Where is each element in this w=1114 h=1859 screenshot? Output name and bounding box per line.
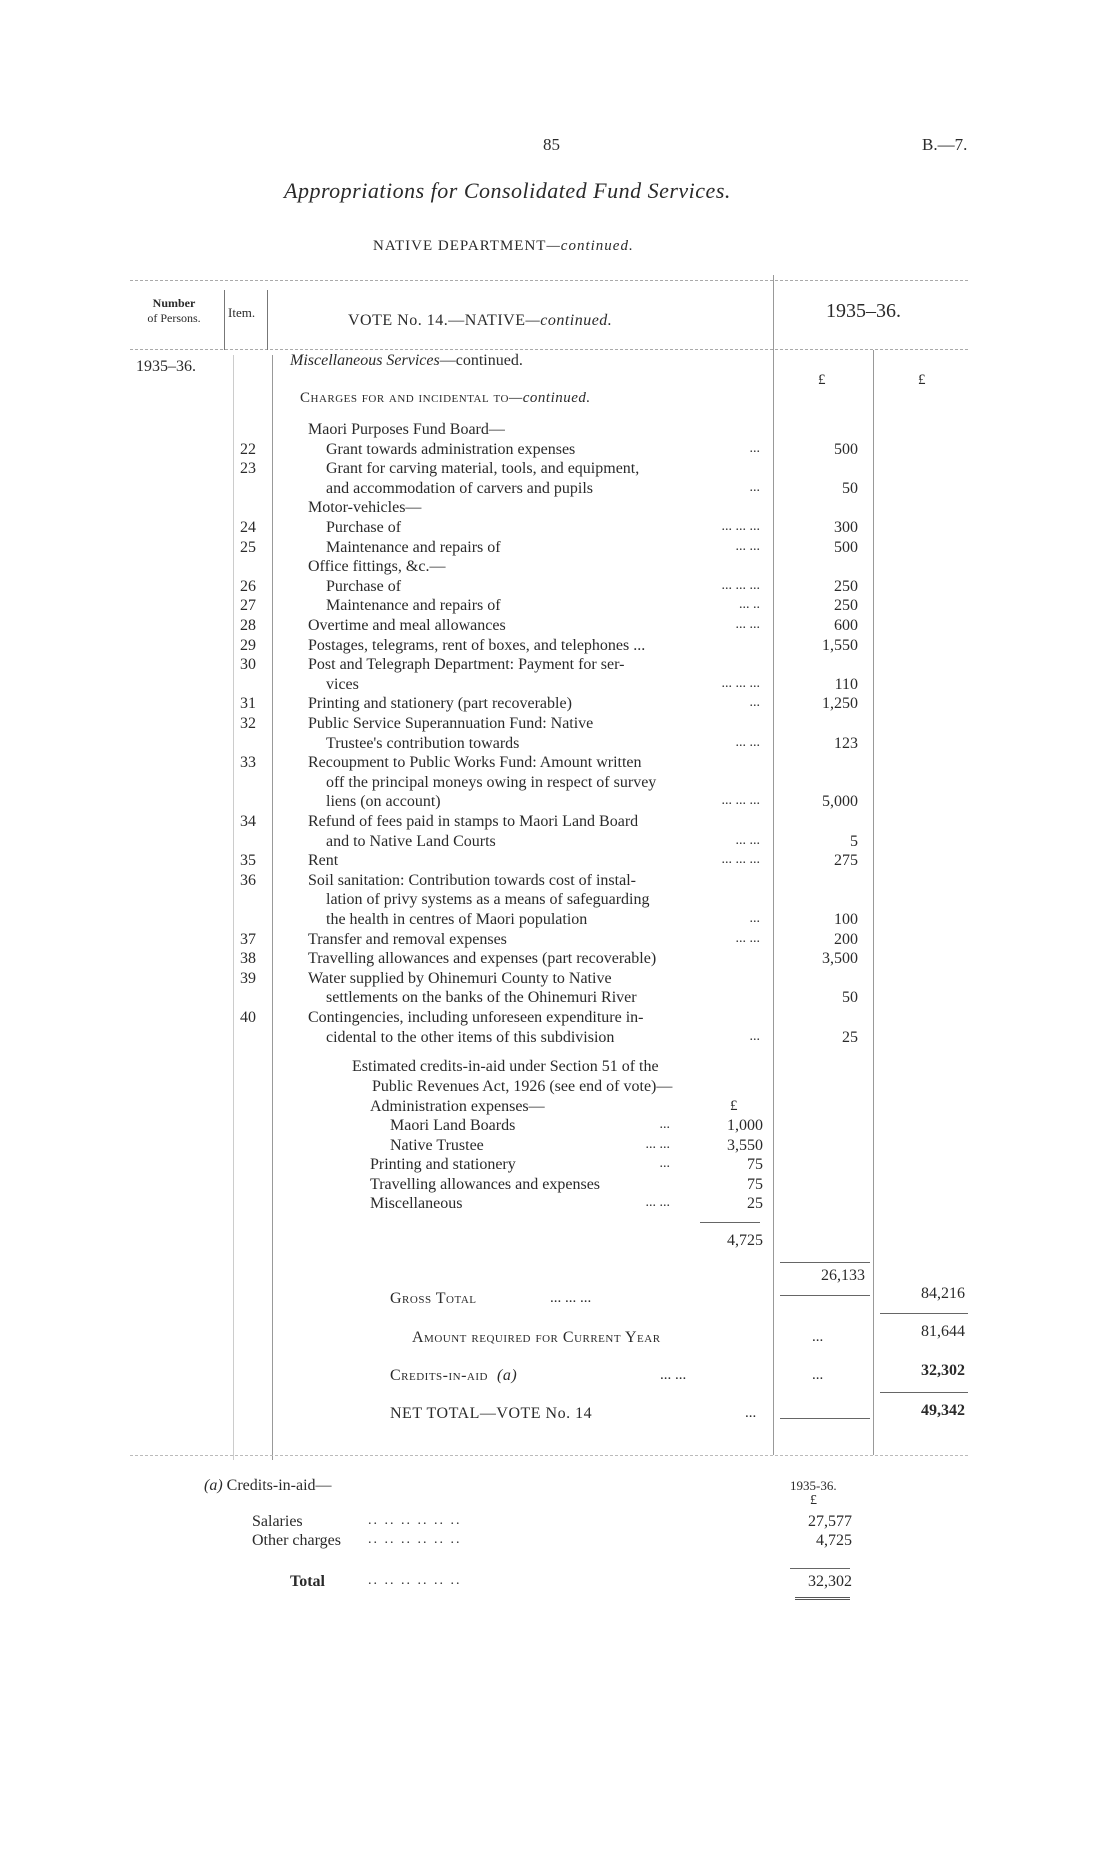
- col-rule-item-head: [267, 290, 268, 350]
- department-heading: NATIVE DEPARTMENT—continued.: [373, 238, 634, 254]
- net-total-label: NET TOTAL—VOTE No. 14: [390, 1405, 593, 1422]
- item-description: Post and Telegraph Department: Payment for ser-: [308, 656, 625, 673]
- item-amount: 25: [842, 1029, 858, 1046]
- document-code: B.—7.: [922, 135, 968, 154]
- col-rule-amount-1: [773, 275, 774, 1455]
- item-number: 40: [240, 1009, 256, 1026]
- item-description: Contingencies, including unforeseen expenditure in-: [308, 1009, 644, 1026]
- item-number: 35: [240, 852, 256, 869]
- item-number: 30: [240, 656, 256, 673]
- item-amount: 100: [834, 911, 858, 928]
- leader-dots: ...: [659, 1156, 670, 1171]
- footnote-double-rule: [795, 1597, 850, 1600]
- footnote-heading: (a) Credits-in-aid—: [204, 1477, 332, 1494]
- year-header: 1935–36.: [826, 300, 901, 322]
- gross-rule: [880, 1313, 968, 1314]
- page-title: Appropriations for Consolidated Fund Services.: [284, 178, 731, 203]
- credit-value: 1,000: [727, 1117, 763, 1134]
- leader-dots: ...: [749, 1029, 760, 1044]
- item-description: Postages, telegrams, rent of boxes, and telephones ...: [308, 637, 646, 654]
- gross-total-dots: ... ... ...: [550, 1290, 592, 1306]
- header-top-rule: [130, 280, 968, 281]
- footnote-total-value: 32,302: [808, 1573, 852, 1590]
- item-description: Overtime and meal allowances: [308, 617, 506, 634]
- item-amount: 250: [834, 597, 858, 614]
- credits-in-aid-dots: ... ...: [660, 1367, 687, 1383]
- footnote-label: Salaries: [252, 1513, 303, 1530]
- item-description: Rent: [308, 852, 339, 869]
- header-bottom-rule: [130, 349, 968, 350]
- item-description: Purchase of: [326, 578, 402, 595]
- leader-dots: ...: [749, 911, 760, 926]
- item-amount: 50: [842, 480, 858, 497]
- net-total-dots: ...: [745, 1405, 757, 1421]
- item-number: 22: [240, 441, 256, 458]
- item-amount: 200: [834, 931, 858, 948]
- item-number: 23: [240, 460, 256, 477]
- item-description: and accommodation of carvers and pupils: [326, 480, 594, 497]
- leader-dots: ... ...: [735, 735, 760, 750]
- item-amount: 600: [834, 617, 858, 634]
- leader-dots: ... ... ...: [721, 578, 760, 593]
- table-bottom-rule: [130, 1455, 968, 1456]
- footnote-label: Other charges: [252, 1532, 341, 1549]
- credits-pound: £: [730, 1098, 738, 1114]
- item-description: Printing and stationery (part recoverable): [308, 695, 572, 712]
- persons-year: 1935–36.: [136, 358, 196, 375]
- credits-total: 4,725: [727, 1232, 763, 1249]
- current-year-dots: ...: [812, 1329, 824, 1345]
- item-description: Maintenance and repairs of: [326, 539, 501, 556]
- item-amount: 3,500: [822, 950, 858, 967]
- item-amount: 5,000: [822, 793, 858, 810]
- item-description: Grant for carving material, tools, and equipment,: [326, 460, 640, 477]
- leader-dots: ... ... ...: [721, 519, 760, 534]
- item-amount: 500: [834, 441, 858, 458]
- credits-heading-2: Public Revenues Act, 1926 (see end of vote)—: [372, 1078, 673, 1095]
- item-description: Motor-vehicles—: [308, 499, 422, 516]
- footnote-total-label: Total: [290, 1573, 325, 1590]
- subtotal-top-rule: [780, 1262, 870, 1263]
- item-number: 27: [240, 597, 256, 614]
- credits-in-aid-dots-2: ...: [812, 1367, 824, 1383]
- footnote-year: 1935-36.: [790, 1478, 837, 1493]
- footnote-value: 27,577: [808, 1513, 852, 1530]
- item-number: 36: [240, 872, 256, 889]
- leader-dots: ...: [749, 480, 760, 495]
- item-number: 31: [240, 695, 256, 712]
- credit-label: Miscellaneous: [370, 1195, 463, 1212]
- item-description: Maori Purposes Fund Board—: [308, 421, 505, 438]
- item-description: Trustee's contribution towards: [326, 735, 520, 752]
- net-total-value: 49,342: [921, 1402, 965, 1419]
- leader-dots: ... ...: [735, 833, 760, 848]
- leader-dots: ... ... ...: [721, 676, 760, 691]
- current-year-value: 81,644: [921, 1323, 965, 1340]
- credit-value: 75: [747, 1156, 763, 1173]
- leader-dots: .. .. .. .. .. ..: [368, 1532, 462, 1547]
- item-amount: 275: [834, 852, 858, 869]
- item-number: 38: [240, 950, 256, 967]
- item-description: Maintenance and repairs of: [326, 597, 501, 614]
- item-number: 25: [240, 539, 256, 556]
- credits-rule: [700, 1222, 760, 1223]
- item-description: Water supplied by Ohinemuri County to Native: [308, 970, 612, 987]
- item-description: Refund of fees paid in stamps to Maori Land Board: [308, 813, 639, 830]
- leader-dots: ... ...: [735, 539, 760, 554]
- item-number: 26: [240, 578, 256, 595]
- current-year-label: Amount required for Current Year: [412, 1329, 661, 1346]
- leader-dots: ...: [749, 441, 760, 456]
- leader-dots: ... ..: [739, 597, 760, 612]
- item-number: 32: [240, 715, 256, 732]
- item-description: lation of privy systems as a means of safeguarding: [326, 891, 650, 908]
- leader-dots: ... ...: [645, 1195, 670, 1210]
- item-description: Soil sanitation: Contribution towards cost of instal-: [308, 872, 636, 889]
- item-description: off the principal moneys owing in respect of survey: [326, 774, 657, 791]
- leader-dots: ...: [659, 1117, 670, 1132]
- net-total-mid-rule: [780, 1418, 870, 1419]
- footnote-total-dots: .. .. .. .. .. ..: [368, 1573, 462, 1588]
- item-amount: 5: [850, 833, 858, 850]
- item-description: Transfer and removal expenses: [308, 931, 507, 948]
- item-description: Office fittings, &c.—: [308, 558, 446, 575]
- credits-in-aid-value: 32,302: [921, 1362, 965, 1379]
- item-number: 29: [240, 637, 256, 654]
- credit-label: Maori Land Boards: [390, 1117, 516, 1134]
- item-description: liens (on account): [326, 793, 441, 810]
- footnote-pound: £: [810, 1493, 817, 1508]
- page-number: 85: [543, 135, 560, 154]
- section-charges: Charges for and incidental to—continued.: [300, 390, 591, 406]
- col-rule-persons-head: [224, 290, 225, 350]
- item-description: Grant towards administration expenses: [326, 441, 576, 458]
- item-description: cidental to the other items of this subdivision: [326, 1029, 615, 1046]
- item-description: and to Native Land Courts: [326, 833, 496, 850]
- col-rule-amount-2: [873, 350, 874, 1455]
- gross-total-label: Gross Total: [390, 1290, 477, 1307]
- item-amount: 500: [834, 539, 858, 556]
- leader-dots: ...: [749, 695, 760, 710]
- item-description: settlements on the banks of the Ohinemuri River: [326, 989, 637, 1006]
- credit-value: 75: [747, 1176, 763, 1193]
- item-number: 39: [240, 970, 256, 987]
- item-description: Public Service Superannuation Fund: Native: [308, 715, 594, 732]
- item-amount: 300: [834, 519, 858, 536]
- leader-dots: .. .. .. .. .. ..: [368, 1513, 462, 1528]
- gross-total-value: 84,216: [921, 1285, 965, 1302]
- item-description: Purchase of: [326, 519, 402, 536]
- credits-in-aid-label: Credits-in-aid (a): [390, 1367, 518, 1384]
- leader-dots: ... ... ...: [721, 852, 760, 867]
- pound-sign-col2: £: [918, 372, 926, 388]
- vote-title: VOTE No. 14.—NATIVE—continued.: [348, 312, 613, 329]
- col-rule-item: [272, 355, 273, 1460]
- item-number: 33: [240, 754, 256, 771]
- credit-value: 3,550: [727, 1137, 763, 1154]
- footnote-value: 4,725: [816, 1532, 852, 1549]
- leader-dots: ... ...: [645, 1137, 670, 1152]
- section-misc: Miscellaneous Services—continued.: [290, 352, 523, 369]
- item-number: 24: [240, 519, 256, 536]
- item-amount: 1,550: [822, 637, 858, 654]
- credit-label: Printing and stationery: [370, 1156, 516, 1173]
- item-description: Travelling allowances and expenses (part recoverable): [308, 950, 657, 967]
- item-header: Item.: [228, 305, 256, 320]
- credits-heading-1: Estimated credits-in-aid under Section 51 of the: [352, 1058, 659, 1075]
- credit-label: Travelling allowances and expenses: [370, 1176, 601, 1193]
- item-amount: 250: [834, 578, 858, 595]
- subtotal-bottom-rule: [780, 1295, 870, 1296]
- item-description: Recoupment to Public Works Fund: Amount written: [308, 754, 642, 771]
- number-of-persons-header: Number of Persons.: [147, 296, 201, 325]
- item-description: vices: [326, 676, 359, 693]
- leader-dots: ... ...: [735, 617, 760, 632]
- leader-dots: ... ...: [735, 931, 760, 946]
- item-number: 37: [240, 931, 256, 948]
- subtotal-value: 26,133: [821, 1267, 865, 1284]
- credits-admin-label: Administration expenses—: [370, 1098, 545, 1115]
- leader-dots: ... ... ...: [721, 793, 760, 808]
- credit-label: Native Trustee: [390, 1137, 484, 1154]
- item-amount: 123: [834, 735, 858, 752]
- item-number: 28: [240, 617, 256, 634]
- credit-value: 25: [747, 1195, 763, 1212]
- item-amount: 50: [842, 989, 858, 1006]
- item-amount: 1,250: [822, 695, 858, 712]
- credits-in-aid-rule: [880, 1392, 968, 1393]
- item-number: 34: [240, 813, 256, 830]
- pound-sign-col1: £: [818, 372, 826, 388]
- item-description: the health in centres of Maori population: [326, 911, 588, 928]
- footnote-rule: [790, 1568, 850, 1569]
- item-amount: 110: [834, 676, 858, 693]
